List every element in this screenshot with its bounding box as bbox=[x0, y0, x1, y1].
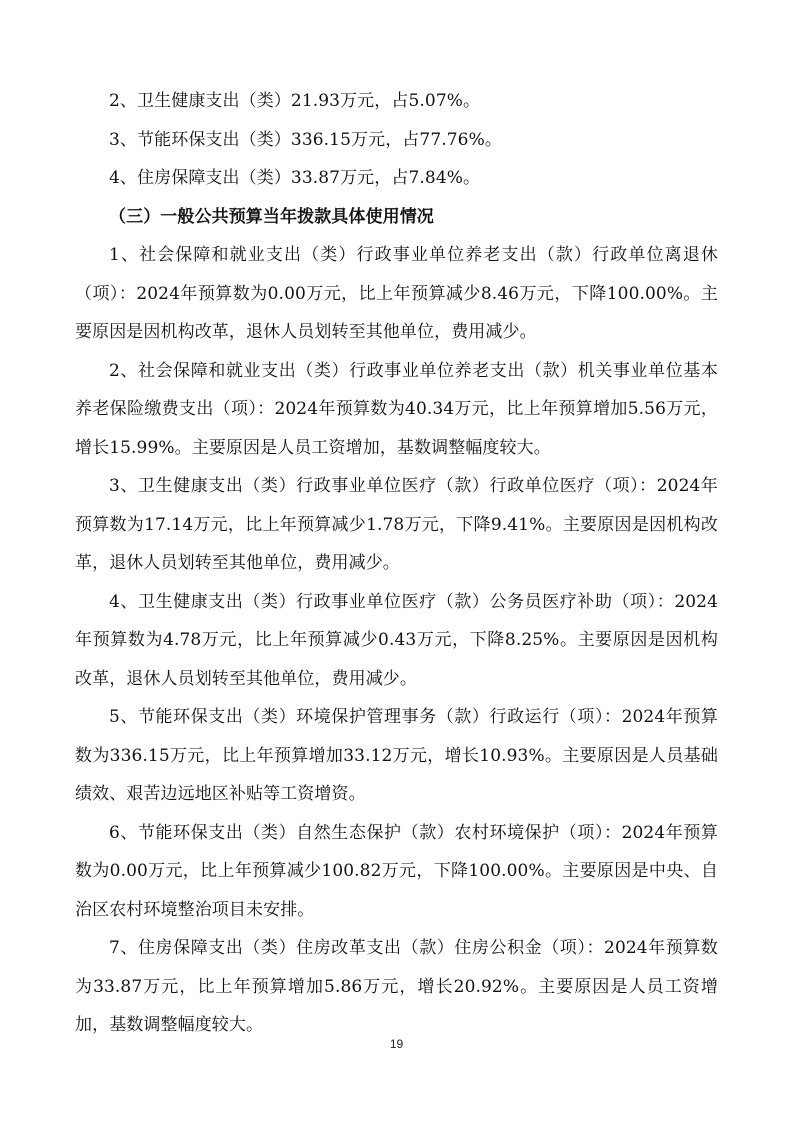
section-heading: （三）一般公共预算当年拨款具体使用情况 bbox=[109, 206, 434, 227]
page-number: 19 bbox=[389, 1037, 404, 1051]
paragraph-housing-total: 4、住房保障支出（类）33.87万元，占7.84%。 bbox=[109, 168, 481, 188]
paragraph-item-3: 3、卫生健康支出（类）行政事业单位医疗（款）行政单位医疗（项）：2024年预算数为17.14万元，比上年预算减少1.78万元，下降9.41%。主要原因是因机构改革，退休人员划转至其他单位，费用减少。 bbox=[75, 476, 718, 573]
paragraph-item-5: 5、节能环保支出（类）环境保护管理事务（款）行政运行（项）：2024年预算数为336.15万元，比上年预算增加33.12万元，增长10.93%。主要原因是人员基础绩效、艰苦边远地区补贴等工资增资。 bbox=[75, 707, 718, 804]
paragraph-item-6: 6、节能环保支出（类）自然生态保护（款）农村环境保护（项）：2024年预算数为0.00万元，比上年预算减少100.82万元，下降100.00%。主要原因是中央、自治区农村环境整治项目未安排。 bbox=[75, 822, 718, 920]
paragraph-item-4: 4、卫生健康支出（类）行政事业单位医疗（款）公务员医疗补助（项）：2024年预算数为4.78万元，比上年预算减少0.43万元，下降8.25%。主要原因是因机构改革，退休人员划转至其他单位，费用减少。 bbox=[75, 591, 719, 689]
body-text bbox=[75, 82, 718, 1045]
paragraph-item-1: 1、社会保障和就业支出（类）行政事业单位养老支出（款）行政单位离退休（项）：2024年预算数为0.00万元，比上年预算减少8.46万元，下降100.00%。主要原因是因机构改革，退休人员划转至其他单位，费用减少。 bbox=[75, 245, 718, 342]
paragraph-item-2: 2、社会保障和就业支出（类）行政事业单位养老支出（款）机关事业单位基本养老保险缴费支出（项）：2024年预算数为40.34万元，比上年预算增加5.56万元，增长15.99%。主要原因是人员工资增加，基数调整幅度较大。 bbox=[75, 360, 718, 458]
paragraph-item-7: 7、住房保障支出（类）住房改革支出（款）住房公积金（项）：2024年预算数为33.87万元，比上年预算增加5.86万元，增长20.92%。主要原因是人员工资增加，基数调整幅度较大。 bbox=[75, 938, 718, 1035]
paragraph-health-total: 2、卫生健康支出（类）21.93万元，占5.07%。 bbox=[109, 91, 481, 111]
paragraph-environment-total: 3、节能环保支出（类）336.15万元，占77.76%。 bbox=[109, 129, 502, 150]
